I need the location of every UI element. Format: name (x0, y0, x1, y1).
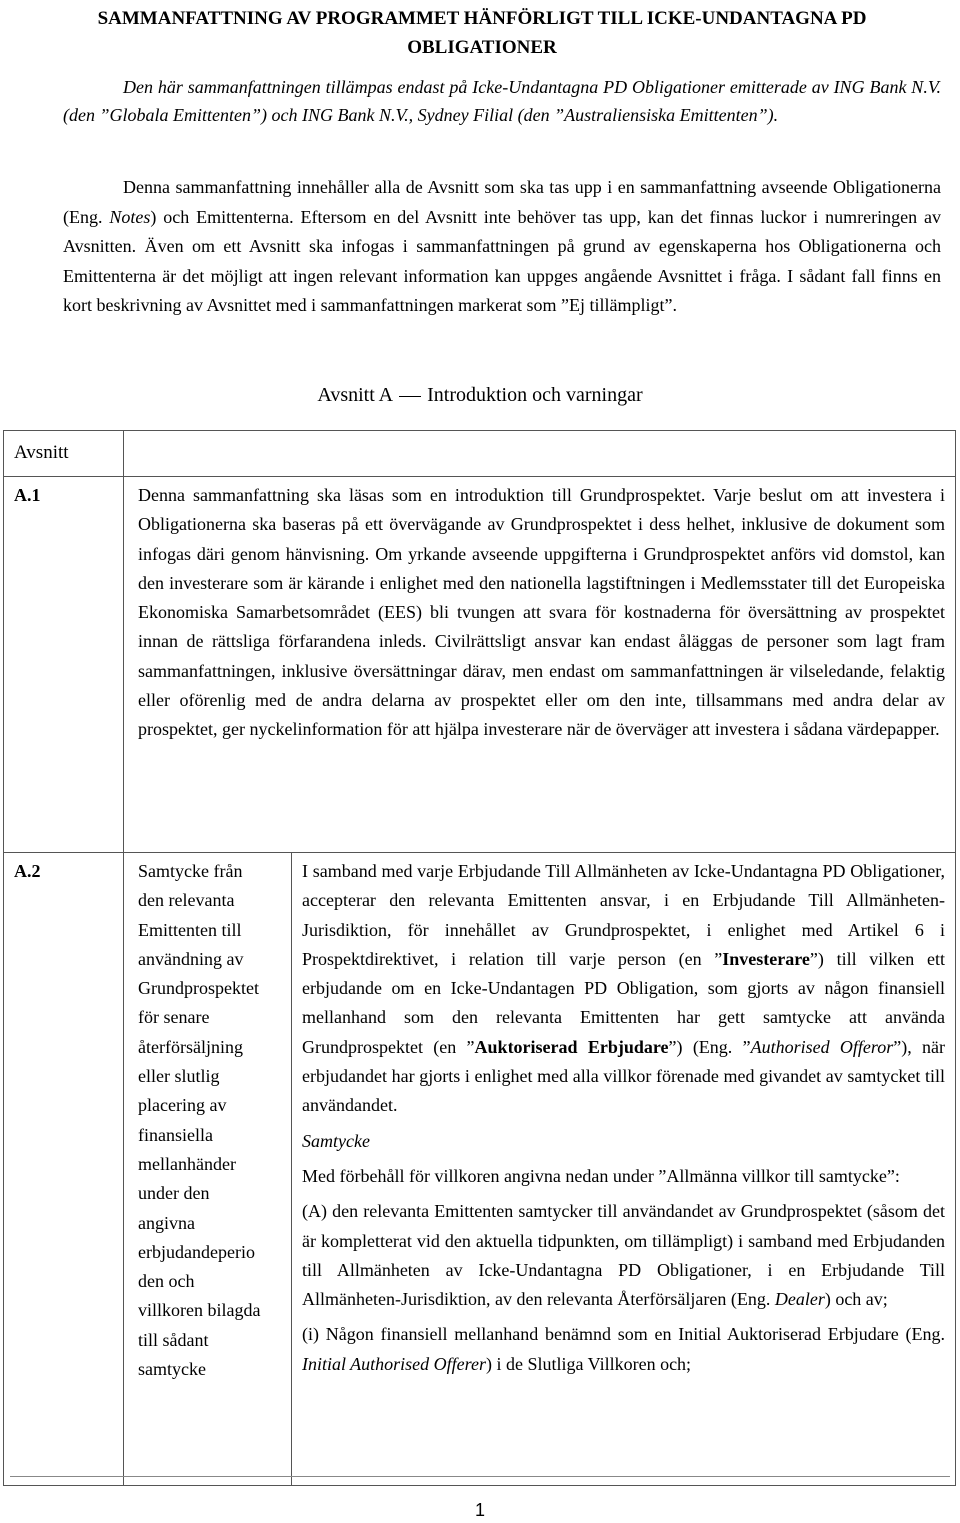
english-term: Authorised Offeror (750, 1036, 894, 1057)
table-row-a1 (4, 477, 956, 853)
section-heading-title: Introduktion och varningar (427, 384, 643, 406)
consent-text: ) i de Slutliga Villkoren och; (486, 1353, 692, 1374)
consent-subheading (302, 1127, 945, 1156)
document-title: SAMMANFATTNING AV PROGRAMMET HÄNFÖRLIGT TILL ICKE-UNDANTAGNA PD OBLIGATIONER (97, 8, 867, 58)
element-line: erbjudandeperio (138, 1241, 255, 1262)
consent-paragraph-3: Med förbehåll för villkoren angivna nedan under ”Allmänna villkor till samtycke”: (302, 1165, 900, 1186)
table-header-label: Avsnitt (4, 431, 124, 477)
row-text-a2 (292, 853, 956, 1486)
element-line: villkoren bilagda (138, 1300, 261, 1321)
row-element-a2 (124, 853, 292, 1486)
section-heading (0, 380, 960, 410)
consent-text: ”) (Eng. ” (668, 1036, 751, 1057)
row-label-a1: A.1 (4, 477, 124, 853)
footer-divider (10, 1476, 950, 1477)
table-row-a2 (4, 853, 956, 1486)
table-header-empty (124, 431, 956, 477)
element-line: placering av (138, 1095, 227, 1116)
defined-term-auktoriserad-erbjudare: Auktoriserad Erbjudare (474, 1036, 669, 1057)
consent-text: (A) den relevanta Emittenten samtycker till användandet av Grundprospektet (såsom det är kompletterat vid den aktuella tidpunkten, om tillämpligt) i samband med Erbjudanden till Allmänheten av Icke-Undantagna PD Obligationer, i en Erbjudande Till Allmänheten-Jurisdiktion, av den relevanta Återförsäljaren (Eng. (302, 1201, 945, 1310)
element-line: angivna (138, 1212, 195, 1233)
section-heading-label: Avsnitt A (317, 384, 394, 406)
consent-paragraph-4 (302, 1197, 945, 1314)
row-label-a2: A.2 (4, 853, 124, 1486)
row-text-a1: Denna sammanfattning ska läsas som en introduktion till Grundprospektet. Varje beslut om att investera i Obligationerna ska baseras på ett övervägande av Grundprospektet i dess helhet, inklusive de dokument som infogas däri genom hänvisning. Om yrkande avseende uppgifterna i Grundprospektet anförs vid domstol, kan den investerare som är kärande i enlighet med den nationella lagstiftningen i Medlemsstater till det Europeiska Ekonomiska Samarbetsområdet (EES) bli tvungen att svara för kostnaderna för översättning av prospektet innan de rättsliga förfarandena inleds. Civilrättsligt ansvar kan endast åläggas de personer som lagt fram sammanfattningen, inklusive översättningar därav, men endast om sammanfattningen är vilseledande, felaktig eller oförenlig med de andra delarna av prospektet eller om den inte, tillsammans med andra delar av prospektet, ger nyckelinformation för att hjälpa investerare när de överväger att investera i sådana värdepapper. (124, 477, 956, 853)
consent-text: I samband med varje Erbjudande Till Allmänheten av Icke-Undantagna PD Obligationer, accepterar den relevanta Emittenten ansvar, i en Erbjudande Till Allmänheten-Jurisdiktion, för innehållet av Grundprospektet, i enlighet med Artikel 6 i Prospektdirektivet, i relation till varje person (en ” (302, 861, 945, 969)
element-line: mellanhänder (138, 1153, 236, 1174)
element-line: Emittenten till (138, 919, 242, 940)
intro-text-a: Denna sammanfattning innehåller alla de Avsnitt som ska tas upp i en sammanfattning avseende Obligationerna (Eng. (63, 177, 941, 227)
table-header-row (4, 431, 956, 477)
element-line: användning av (138, 948, 244, 969)
element-line: återförsäljning (138, 1036, 243, 1057)
english-term: Dealer (774, 1289, 825, 1310)
element-line: eller slutlig (138, 1066, 220, 1087)
element-line: under den (138, 1183, 210, 1204)
element-line: till sådant (138, 1329, 209, 1350)
intro-italic-text: Den här sammanfattningen tillämpas endast på Icke-Undantagna PD Obligationer emitterade av ING Bank N.V. (den ”Globala Emittenten”) och ING Bank N.V., Sydney Filial (den ”Australiensiska Emittenten”). (63, 77, 941, 125)
element-line: den relevanta (138, 890, 235, 911)
english-term: Initial Authorised Offerer (302, 1353, 486, 1374)
intro-notes-term: Notes (109, 206, 151, 227)
consent-text: ”) till vilken ett erbjudande om en Icke-Undantagen PD Obligation, som gjorts av någon finansiell mellanhand som den relevanta Emittenten har gett samtycke att använda Grundprospektet (en ” (302, 948, 945, 1057)
page-number: 1 (474, 1500, 485, 1520)
consent-text: ”), när erbjudandet har gjorts i enlighet med alla villkor förenade med givandet av samtycket till användandet. (302, 1036, 946, 1116)
element-line: Samtycke från (138, 861, 243, 881)
defined-term-investerare: Investerare (722, 948, 810, 969)
element-line: Grundprospektet (138, 978, 259, 999)
element-line: den och (138, 1271, 195, 1292)
element-line: för senare (138, 1007, 210, 1028)
subheading-text: Samtycke (302, 1130, 370, 1151)
consent-paragraph-5 (302, 1320, 945, 1379)
element-line: finansiella (138, 1124, 213, 1145)
consent-paragraph-1 (302, 857, 945, 1121)
summary-table (3, 430, 956, 1486)
consent-text: (i) Någon finansiell mellanhand benämnd som en Initial Auktoriserad Erbjudare (Eng. (302, 1324, 945, 1345)
consent-text: ) och av; (824, 1289, 888, 1310)
intro-paragraph (63, 173, 941, 321)
element-line: samtycke (138, 1359, 206, 1380)
intro-text-b: ) och Emittenterna. Eftersom en del Avsnitt inte behöver tas upp, kan det finnas luckor i numreringen av Avsnitten. Även om ett Avsnitt ska infogas i sammanfattningen på grund av egenskaperna hos Obligationerna och Emittenterna är det möjligt att ingen relevant information kan uppges angående Avsnittet i fråga. I sådant fall finns en kort beskrivning av Avsnittet med i sammanfattningen markerat som ”Ej tillämpligt”. (63, 206, 941, 315)
intro-italic-paragraph (63, 73, 941, 129)
